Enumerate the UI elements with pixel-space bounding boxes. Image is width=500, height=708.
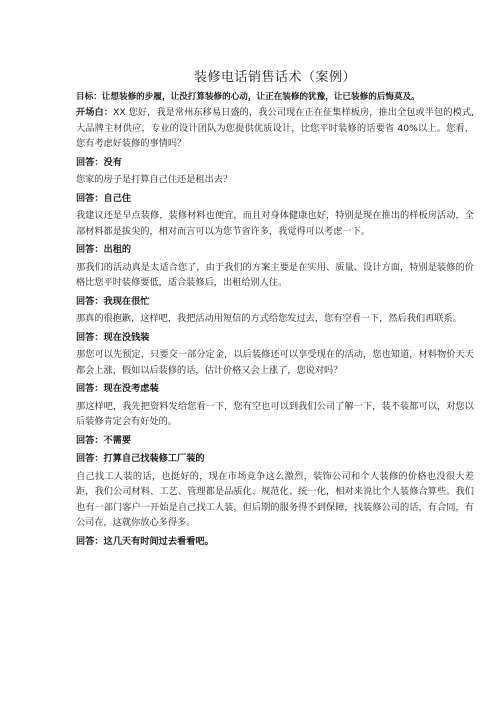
reply-label: 回答：现在没钱装 [76, 331, 150, 343]
response-text: 那我们的活动真是太适合您了，由于我们的方案主要是在实用、质量、设计方面，特别是装修的价格比您平时装修要低，适合装修后，出租给别人住。 [76, 261, 474, 288]
response-text: 那真的很抱歉，这样吧，我把活动用短信的方式给您发过去，您有空看一下，然后我们再联系。 [76, 313, 462, 324]
response-text: 那这样吧，我先把资料发给您看一下，您有空也可以到我们公司了解一下，装不装都可以，对您以后装修肯定会有好处的。 [76, 400, 474, 427]
response-text: 我建议还是早点装修，装修材料也便宜，而且对身体健康也好，特别是现在推出的样板房活动，全部材料都是拔尖的，相对而言可以为您节省许多，我觉得可以考虑一下。 [76, 210, 474, 237]
document-title: 装修电话销售话术（案例） [193, 70, 356, 85]
reply-label: 回答：不需要 [76, 434, 132, 446]
reply-label: 回答：这几天有时间过去看看吧。 [76, 535, 214, 547]
response-text: 您家的房子是打算自己住还是租出去？ [76, 174, 233, 185]
reply-label: 回答：现在没考虑装 [76, 383, 159, 394]
goal-text: 目标：让想装修的步履，让没打算装修的心动，让正在装修的犹豫，让已装修的后悔莫及。 [76, 92, 420, 102]
response-text: 自己找工人装的话，也挺好的，现在市场竞争这么激烈，装饰公司和个人装修的价格也没很大差距，我们公司材料、工艺、管理都是品质化、规范化、统一化，相对来说比个人装修合算些。我们也有一部门客户一开始是自己找工人装，但后期的服务得不到保障，找装修公司的话，有合同，有公司在，这就你放心多得多。 [76, 470, 474, 528]
reply-label: 回答：自己住 [76, 192, 132, 204]
opening-paragraph [76, 105, 474, 152]
opening-text: XX 您好，我是常州东移易日盛的，我公司现在正在征集样板房，推出全包或半包的模式,大品牌主材供应，专业的设计团队为您提供优质设计，比您平时装修的话要省 40%以上。您看，您有考虑好装修的事情吗？ [76, 107, 474, 149]
reply-label: 回答：出租的 [76, 244, 132, 255]
response-text: 那您可以先预定，只要交一部分定金，以后装修还可以享受现在的活动，您也知道，材料物价天天都会上涨，假如以后装修的话，估计价格又会上涨了，您说对吗？ [76, 349, 474, 376]
reply-label: 回答：我现在很忙 [76, 295, 150, 307]
opening-label: 开场白： [76, 107, 114, 118]
reply-label: 回答：没有 [76, 156, 122, 168]
reply-label: 回答：打算自己找装修工厂装的 [76, 453, 205, 464]
